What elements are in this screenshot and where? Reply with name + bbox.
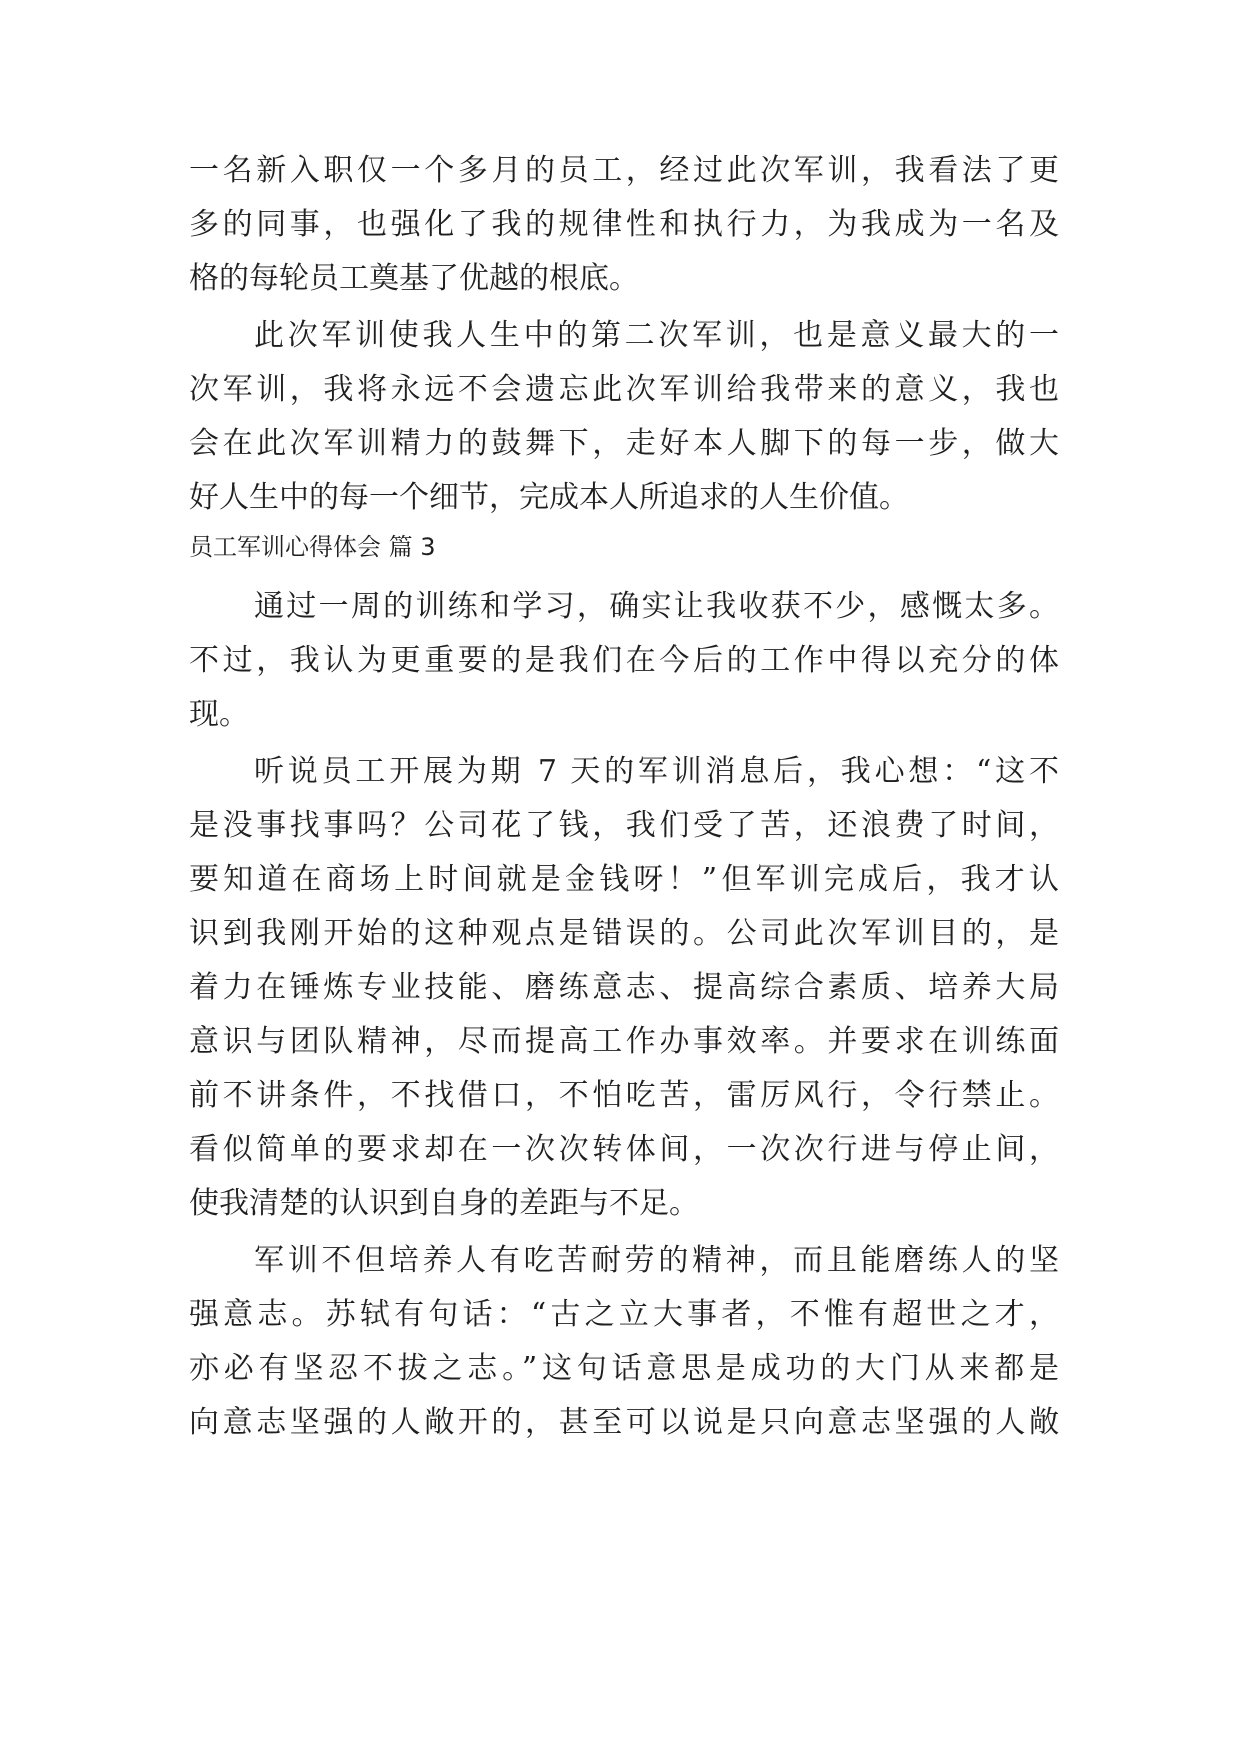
paragraph-line: 使我清楚的认识到自身的差距与不足。: [189, 1186, 699, 1221]
paragraph-line: 亦必有坚忍不拔之志。”这句话意思是成功的大门从来都是: [189, 1351, 1059, 1386]
paragraph-line: 着力在锤炼专业技能、磨练意志、提高综合素质、培养大局: [189, 970, 1059, 1005]
paragraph-line: 此次军训使我人生中的第二次军训，也是意义最大的一: [254, 318, 1059, 353]
paragraph-line: 看似简单的要求却在一次次转体间，一次次行进与停止间，: [189, 1132, 1059, 1167]
paragraph-line: 是没事找事吗？公司花了钱，我们受了苦，还浪费了时间，: [189, 808, 1059, 843]
paragraph-line: 意识与团队精神，尽而提高工作办事效率。并要求在训练面: [189, 1024, 1059, 1059]
paragraph-line: 次军训，我将永远不会遗忘此次军训给我带来的意义，我也: [189, 372, 1059, 407]
paragraph-line: 要知道在商场上时间就是金钱呀！”但军训完成后，我才认: [189, 862, 1059, 897]
paragraph-line: 会在此次军训精力的鼓舞下，走好本人脚下的每一步，做大: [189, 426, 1059, 461]
paragraph-line: 听说员工开展为期 7 天的军训消息后，我心想：“这不: [254, 754, 1059, 789]
paragraph-line: 强意志。苏轼有句话：“古之立大事者，不惟有超世之才，: [189, 1297, 1059, 1332]
paragraph-line: 格的每轮员工奠基了优越的根底。: [189, 261, 639, 296]
paragraph-line: 好人生中的每一个细节，完成本人所追求的人生价值。: [189, 480, 909, 515]
paragraph-line: 识到我刚开始的这种观点是错误的。公司此次军训目的，是: [189, 916, 1059, 951]
paragraph-line: 向意志坚强的人敞开的，甚至可以说是只向意志坚强的人敞: [189, 1405, 1059, 1440]
section-heading: 员工军训心得体会 篇 3: [189, 533, 436, 561]
paragraph-line: 一名新入职仅一个多月的员工，经过此次军训，我看法了更: [189, 153, 1059, 188]
paragraph-line: 多的同事，也强化了我的规律性和执行力，为我成为一名及: [189, 207, 1059, 242]
paragraph-line: 军训不但培养人有吃苦耐劳的精神，而且能磨练人的坚: [254, 1243, 1059, 1278]
paragraph-line: 前不讲条件，不找借口，不怕吃苦，雷厉风行，令行禁止。: [189, 1078, 1059, 1113]
paragraph-line: 现。: [189, 697, 249, 732]
paragraph-line: 不过，我认为更重要的是我们在今后的工作中得以充分的体: [189, 643, 1059, 678]
paragraph-line: 通过一周的训练和学习，确实让我收获不少，感慨太多。: [254, 589, 1059, 624]
